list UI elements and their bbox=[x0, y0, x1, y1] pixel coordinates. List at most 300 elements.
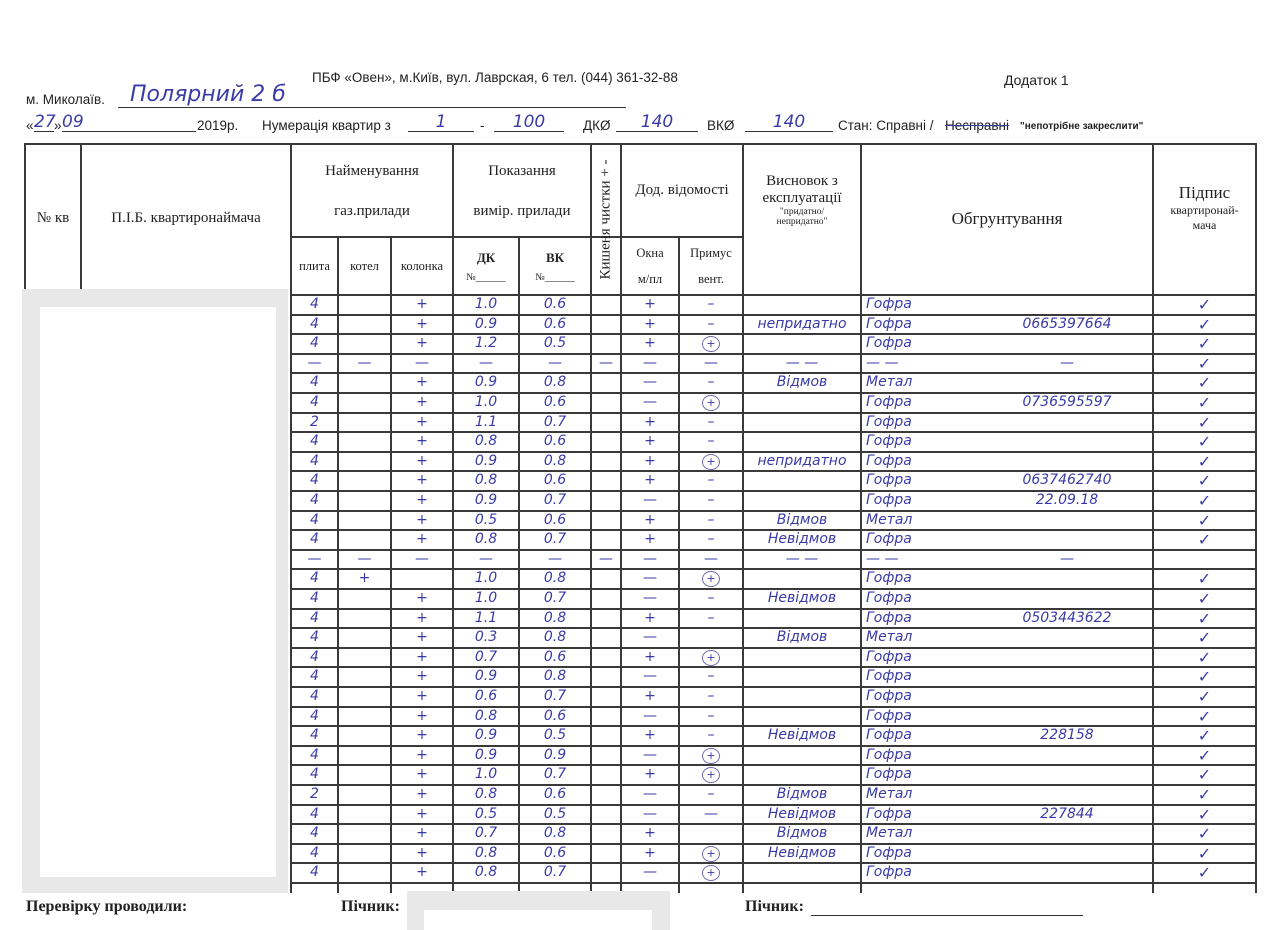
cell-boiler[interactable] bbox=[339, 667, 390, 686]
cell-justification[interactable]: Гофра bbox=[866, 727, 912, 743]
cell-heater[interactable]: + bbox=[416, 296, 428, 312]
cell-pocket[interactable] bbox=[592, 805, 620, 824]
cell-stove[interactable]: 4 bbox=[310, 394, 319, 410]
cell-vk[interactable]: 0.6 bbox=[543, 394, 567, 410]
cell-boiler[interactable] bbox=[339, 726, 390, 745]
cell-pocket[interactable] bbox=[592, 471, 620, 490]
cell-note[interactable]: 0665397664 bbox=[1022, 316, 1112, 332]
cell-vent[interactable]: – bbox=[707, 433, 715, 449]
cell-vent[interactable] bbox=[680, 452, 742, 471]
cell-windows[interactable]: — bbox=[643, 394, 657, 410]
cell-dk[interactable]: 0.3 bbox=[474, 629, 498, 645]
cell-dk[interactable]: 0.7 bbox=[474, 649, 498, 665]
stove-maker-signature-line[interactable] bbox=[811, 915, 1083, 916]
cell-justification[interactable]: Гофра bbox=[866, 668, 912, 684]
cell-heater[interactable]: + bbox=[416, 864, 428, 880]
cell-justification[interactable]: Гофра bbox=[866, 649, 912, 665]
cell-conclusion[interactable]: Невідмов bbox=[767, 590, 837, 606]
cell-justification[interactable]: — — bbox=[866, 355, 899, 371]
cell-note[interactable] bbox=[984, 589, 1150, 608]
cell-sig[interactable]: ✓ bbox=[1197, 413, 1212, 432]
cell-heater[interactable]: + bbox=[416, 629, 428, 645]
cell-dk[interactable]: 0.8 bbox=[474, 472, 498, 488]
cell-dk[interactable]: 1.0 bbox=[474, 766, 498, 782]
cell-conclusion[interactable]: Відмов bbox=[776, 374, 828, 390]
cell-heater[interactable]: + bbox=[416, 747, 428, 763]
cell-pocket[interactable] bbox=[592, 295, 620, 314]
cell-vent[interactable]: — bbox=[704, 806, 718, 822]
cell-sig[interactable]: ✓ bbox=[1197, 726, 1212, 745]
cell-note[interactable] bbox=[984, 511, 1150, 530]
cell-sig[interactable]: ✓ bbox=[1197, 667, 1212, 686]
cell-windows[interactable]: + bbox=[644, 825, 656, 841]
cell-stove[interactable]: 4 bbox=[310, 688, 319, 704]
cell-conclusion[interactable]: — — bbox=[785, 355, 819, 371]
cell-vk[interactable]: 0.7 bbox=[543, 688, 567, 704]
cell-boiler[interactable] bbox=[339, 393, 390, 412]
cell-vk[interactable]: — bbox=[548, 551, 562, 567]
cell-heater[interactable]: + bbox=[416, 414, 428, 430]
cell-sig[interactable]: ✓ bbox=[1197, 628, 1212, 647]
cell-windows[interactable]: + bbox=[644, 316, 656, 332]
cell-justification[interactable]: Метал bbox=[866, 825, 913, 841]
cell-conclusion[interactable]: непридатно bbox=[757, 316, 847, 332]
dko-field[interactable]: 140 bbox=[616, 113, 698, 132]
cell-stove[interactable]: 4 bbox=[310, 864, 319, 880]
cell-boiler[interactable] bbox=[339, 373, 390, 392]
cell-heater[interactable]: + bbox=[416, 433, 428, 449]
cell-sig[interactable]: ✓ bbox=[1197, 805, 1212, 824]
cell-justification[interactable]: Метал bbox=[866, 512, 913, 528]
cell-note[interactable] bbox=[984, 844, 1150, 863]
cell-boiler[interactable] bbox=[339, 315, 390, 334]
cell-vent[interactable] bbox=[680, 393, 742, 412]
cell-stove[interactable]: 4 bbox=[310, 708, 319, 724]
cell-note[interactable] bbox=[984, 707, 1150, 726]
cell-justification[interactable]: Гофра bbox=[866, 570, 912, 586]
cell-heater[interactable]: — bbox=[415, 551, 429, 567]
cell-vent[interactable]: – bbox=[707, 688, 715, 704]
cell-vk[interactable]: 0.5 bbox=[543, 335, 567, 351]
cell-dk[interactable]: 0.9 bbox=[474, 668, 498, 684]
cell-vk[interactable]: 0.9 bbox=[543, 747, 567, 763]
cell-heater[interactable]: + bbox=[416, 649, 428, 665]
cell-stove[interactable]: 2 bbox=[310, 786, 319, 802]
cell-stove[interactable]: 4 bbox=[310, 727, 319, 743]
cell-vent[interactable]: – bbox=[707, 374, 715, 390]
cell-vent[interactable]: — bbox=[704, 551, 718, 567]
cell-vent[interactable]: — bbox=[704, 355, 718, 371]
cell-vent[interactable]: – bbox=[707, 610, 715, 626]
cell-vk[interactable]: 0.7 bbox=[543, 414, 567, 430]
cell-stove[interactable]: 4 bbox=[310, 649, 319, 665]
cell-sig[interactable]: ✓ bbox=[1197, 393, 1212, 412]
cell-sig[interactable]: ✓ bbox=[1197, 569, 1212, 588]
cell-sig[interactable]: ✓ bbox=[1197, 530, 1212, 549]
cell-vk[interactable]: 0.8 bbox=[543, 668, 567, 684]
cell-vk[interactable]: 0.8 bbox=[543, 453, 567, 469]
cell-heater[interactable]: + bbox=[416, 766, 428, 782]
cell-dk[interactable]: 1.1 bbox=[474, 414, 498, 430]
cell-conclusion[interactable]: Відмов bbox=[776, 512, 828, 528]
cell-boiler[interactable] bbox=[339, 413, 390, 432]
cell-justification[interactable]: Гофра bbox=[866, 864, 912, 880]
cell-vent[interactable] bbox=[680, 648, 742, 667]
cell-conclusion[interactable] bbox=[744, 746, 860, 765]
cell-boiler[interactable] bbox=[339, 707, 390, 726]
cell-boiler[interactable]: — bbox=[357, 355, 372, 371]
cell-vent[interactable]: – bbox=[707, 512, 715, 528]
cell-heater[interactable]: — bbox=[415, 355, 429, 371]
cell-pocket[interactable] bbox=[592, 707, 620, 726]
cell-heater[interactable]: + bbox=[416, 825, 428, 841]
cell-heater[interactable]: + bbox=[416, 688, 428, 704]
cell-pocket[interactable] bbox=[592, 844, 620, 863]
cell-heater[interactable]: + bbox=[416, 453, 428, 469]
cell-note[interactable] bbox=[984, 765, 1150, 784]
cell-boiler[interactable]: + bbox=[358, 570, 371, 586]
cell-windows[interactable]: + bbox=[644, 610, 656, 626]
cell-conclusion[interactable]: Невідмов bbox=[767, 727, 837, 743]
cell-boiler[interactable] bbox=[339, 452, 390, 471]
cell-pocket[interactable] bbox=[592, 491, 620, 510]
cell-dk[interactable]: 1.0 bbox=[474, 296, 498, 312]
cell-justification[interactable]: Гофра bbox=[866, 296, 912, 312]
cell-vent[interactable]: – bbox=[707, 668, 715, 684]
cell-dk[interactable]: 1.0 bbox=[474, 394, 498, 410]
cell-vk[interactable]: 0.7 bbox=[543, 531, 567, 547]
cell-heater[interactable]: + bbox=[416, 472, 428, 488]
cell-boiler[interactable] bbox=[339, 785, 390, 804]
cell-note[interactable] bbox=[984, 432, 1150, 451]
cell-conclusion[interactable]: Відмов bbox=[776, 825, 828, 841]
cell-boiler[interactable] bbox=[339, 491, 390, 510]
cell-windows[interactable]: + bbox=[644, 649, 656, 665]
cell-stove[interactable]: — bbox=[307, 355, 322, 371]
cell-justification[interactable]: Гофра bbox=[866, 688, 912, 704]
cell-pocket[interactable] bbox=[592, 432, 620, 451]
cell-pocket[interactable] bbox=[592, 373, 620, 392]
cell-note[interactable] bbox=[984, 530, 1150, 549]
cell-pocket[interactable] bbox=[592, 393, 620, 412]
cell-dk[interactable]: 0.8 bbox=[474, 786, 498, 802]
cell-heater[interactable]: + bbox=[416, 531, 428, 547]
cell-conclusion[interactable] bbox=[744, 667, 860, 686]
cell-stove[interactable]: 4 bbox=[310, 512, 319, 528]
cell-heater[interactable]: + bbox=[416, 786, 428, 802]
cell-windows[interactable]: + bbox=[644, 766, 656, 782]
cell-stove[interactable]: 4 bbox=[310, 806, 319, 822]
cell-dk[interactable]: 1.1 bbox=[474, 610, 498, 626]
cell-pocket[interactable] bbox=[592, 687, 620, 706]
cell-pocket[interactable] bbox=[592, 628, 620, 647]
cell-dk[interactable]: 0.5 bbox=[474, 806, 498, 822]
cell-note[interactable]: 227844 bbox=[1040, 806, 1094, 822]
cell-dk[interactable]: 0.8 bbox=[474, 864, 498, 880]
cell-vent[interactable]: – bbox=[707, 296, 715, 312]
cell-vk[interactable]: 0.6 bbox=[543, 512, 567, 528]
cell-vk[interactable]: — bbox=[548, 355, 562, 371]
cell-note[interactable]: 0637462740 bbox=[1022, 472, 1112, 488]
cell-conclusion[interactable] bbox=[744, 432, 860, 451]
cell-heater[interactable]: + bbox=[416, 590, 428, 606]
cell-stove[interactable]: 4 bbox=[310, 374, 319, 390]
cell-note[interactable] bbox=[984, 824, 1150, 843]
cell-justification[interactable]: Гофра bbox=[866, 472, 912, 488]
cell-dk[interactable]: 1.2 bbox=[474, 335, 498, 351]
apartments-from-field[interactable]: 1 bbox=[408, 113, 474, 132]
cell-conclusion[interactable]: Невідмов bbox=[767, 806, 837, 822]
address-field[interactable]: Полярний 2 б bbox=[130, 82, 286, 107]
cell-dk[interactable]: 0.8 bbox=[474, 845, 498, 861]
cell-sig[interactable]: ✓ bbox=[1197, 589, 1212, 608]
cell-justification[interactable]: Гофра bbox=[866, 492, 912, 508]
cell-dk[interactable]: 0.9 bbox=[474, 727, 498, 743]
cell-note[interactable] bbox=[984, 334, 1150, 353]
cell-sig[interactable]: ✓ bbox=[1197, 491, 1212, 510]
cell-sig[interactable]: ✓ bbox=[1197, 471, 1212, 490]
cell-dk[interactable]: 0.6 bbox=[474, 688, 498, 704]
cell-note[interactable]: — bbox=[1060, 551, 1074, 567]
cell-sig[interactable]: ✓ bbox=[1197, 609, 1212, 628]
cell-justification[interactable]: Гофра bbox=[866, 845, 912, 861]
cell-justification[interactable]: Гофра bbox=[866, 747, 912, 763]
cell-dk[interactable]: — bbox=[479, 355, 493, 371]
cell-boiler[interactable] bbox=[339, 765, 390, 784]
cell-pocket[interactable] bbox=[592, 609, 620, 628]
cell-boiler[interactable] bbox=[339, 334, 390, 353]
apartments-to-field[interactable]: 100 bbox=[494, 113, 564, 132]
cell-stove[interactable]: 4 bbox=[310, 492, 319, 508]
cell-note[interactable] bbox=[984, 628, 1150, 647]
cell-heater[interactable]: + bbox=[416, 316, 428, 332]
cell-windows[interactable]: — bbox=[643, 786, 657, 802]
cell-sig[interactable]: ✓ bbox=[1197, 295, 1212, 314]
cell-heater[interactable]: + bbox=[416, 492, 428, 508]
cell-stove[interactable]: 4 bbox=[310, 570, 319, 586]
cell-conclusion[interactable]: Відмов bbox=[776, 786, 828, 802]
cell-justification[interactable]: Гофра bbox=[866, 590, 912, 606]
cell-dk[interactable]: 0.5 bbox=[474, 512, 498, 528]
cell-windows[interactable]: + bbox=[644, 335, 656, 351]
cell-justification[interactable]: Гофра bbox=[866, 433, 912, 449]
cell-justification[interactable]: Гофра bbox=[866, 414, 912, 430]
cell-pocket[interactable]: — bbox=[599, 355, 613, 371]
cell-vk[interactable]: 0.8 bbox=[543, 570, 567, 586]
cell-justification[interactable]: — — bbox=[866, 551, 899, 567]
cell-vk[interactable]: 0.7 bbox=[543, 766, 567, 782]
cell-dk[interactable]: 0.9 bbox=[474, 453, 498, 469]
cell-windows[interactable]: + bbox=[644, 512, 656, 528]
cell-sig[interactable]: ✓ bbox=[1197, 354, 1212, 373]
cell-conclusion[interactable] bbox=[744, 334, 860, 353]
cell-windows[interactable]: — bbox=[643, 551, 657, 567]
cell-pocket[interactable] bbox=[592, 452, 620, 471]
cell-dk[interactable]: 0.9 bbox=[474, 747, 498, 763]
cell-stove[interactable]: 4 bbox=[310, 472, 319, 488]
cell-vk[interactable]: 0.8 bbox=[543, 610, 567, 626]
cell-note[interactable] bbox=[984, 569, 1150, 588]
cell-windows[interactable]: + bbox=[644, 472, 656, 488]
cell-justification[interactable]: Метал bbox=[866, 374, 913, 390]
cell-vk[interactable]: 0.8 bbox=[543, 825, 567, 841]
cell-sig[interactable]: ✓ bbox=[1197, 687, 1212, 706]
cell-sig[interactable]: ✓ bbox=[1197, 765, 1212, 784]
cell-vent[interactable]: – bbox=[707, 590, 715, 606]
cell-dk[interactable]: 0.9 bbox=[474, 316, 498, 332]
cell-boiler[interactable] bbox=[339, 295, 390, 314]
cell-note[interactable] bbox=[984, 295, 1150, 314]
cell-stove[interactable]: 4 bbox=[310, 335, 319, 351]
cell-stove[interactable]: 2 bbox=[310, 414, 319, 430]
cell-justification[interactable]: Метал bbox=[866, 629, 913, 645]
cell-vent[interactable]: – bbox=[707, 414, 715, 430]
cell-conclusion[interactable] bbox=[744, 863, 860, 882]
cell-conclusion[interactable] bbox=[744, 765, 860, 784]
cell-vent[interactable] bbox=[680, 569, 742, 588]
cell-heater[interactable]: + bbox=[416, 394, 428, 410]
cell-boiler[interactable] bbox=[339, 628, 390, 647]
cell-conclusion[interactable] bbox=[744, 393, 860, 412]
cell-vent[interactable]: – bbox=[707, 472, 715, 488]
cell-dk[interactable]: 0.7 bbox=[474, 825, 498, 841]
cell-justification[interactable]: Гофра bbox=[866, 394, 912, 410]
cell-note[interactable] bbox=[984, 687, 1150, 706]
cell-windows[interactable]: + bbox=[644, 688, 656, 704]
cell-boiler[interactable] bbox=[339, 471, 390, 490]
cell-sig[interactable]: ✓ bbox=[1197, 707, 1212, 726]
cell-conclusion[interactable] bbox=[744, 569, 860, 588]
cell-boiler[interactable] bbox=[339, 511, 390, 530]
cell-boiler[interactable] bbox=[339, 687, 390, 706]
cell-conclusion[interactable] bbox=[744, 687, 860, 706]
cell-vent[interactable] bbox=[680, 863, 742, 882]
cell-windows[interactable]: — bbox=[643, 355, 657, 371]
cell-vk[interactable]: 0.7 bbox=[543, 590, 567, 606]
cell-dk[interactable]: 1.0 bbox=[474, 570, 498, 586]
cell-conclusion[interactable]: Відмов bbox=[776, 629, 828, 645]
cell-sig[interactable]: ✓ bbox=[1197, 315, 1212, 334]
cell-windows[interactable]: — bbox=[643, 806, 657, 822]
cell-boiler[interactable] bbox=[339, 648, 390, 667]
cell-stove[interactable]: 4 bbox=[310, 766, 319, 782]
cell-dk[interactable]: — bbox=[479, 551, 493, 567]
cell-stove[interactable]: 4 bbox=[310, 531, 319, 547]
cell-conclusion[interactable] bbox=[744, 491, 860, 510]
cell-boiler[interactable] bbox=[339, 805, 390, 824]
cell-windows[interactable]: + bbox=[644, 414, 656, 430]
cell-note[interactable]: — bbox=[1060, 355, 1074, 371]
cell-stove[interactable]: 4 bbox=[310, 453, 319, 469]
cell-sig[interactable]: ✓ bbox=[1197, 452, 1212, 471]
cell-sig[interactable]: ✓ bbox=[1197, 373, 1212, 392]
cell-pocket[interactable] bbox=[592, 726, 620, 745]
cell-windows[interactable]: + bbox=[644, 531, 656, 547]
cell-conclusion[interactable] bbox=[744, 707, 860, 726]
cell-windows[interactable]: — bbox=[643, 668, 657, 684]
cell-note[interactable] bbox=[984, 452, 1150, 471]
cell-vent[interactable] bbox=[680, 628, 742, 647]
cell-justification[interactable]: Гофра bbox=[866, 806, 912, 822]
cell-stove[interactable]: 4 bbox=[310, 629, 319, 645]
cell-note[interactable] bbox=[984, 648, 1150, 667]
cell-vk[interactable]: 0.7 bbox=[543, 864, 567, 880]
cell-vk[interactable]: 0.6 bbox=[543, 845, 567, 861]
cell-stove[interactable]: 4 bbox=[310, 296, 319, 312]
cell-conclusion[interactable]: — — bbox=[785, 551, 819, 567]
cell-sig[interactable]: ✓ bbox=[1197, 785, 1212, 804]
cell-vent[interactable] bbox=[680, 334, 742, 353]
cell-windows[interactable]: — bbox=[643, 864, 657, 880]
cell-conclusion[interactable] bbox=[744, 648, 860, 667]
cell-stove[interactable]: — bbox=[307, 551, 322, 567]
cell-pocket[interactable]: — bbox=[599, 551, 613, 567]
cell-stove[interactable]: 4 bbox=[310, 668, 319, 684]
cell-note[interactable] bbox=[984, 413, 1150, 432]
cell-vk[interactable]: 0.6 bbox=[543, 316, 567, 332]
cell-justification[interactable]: Гофра bbox=[866, 708, 912, 724]
cell-stove[interactable]: 4 bbox=[310, 433, 319, 449]
cell-justification[interactable]: Гофра bbox=[866, 766, 912, 782]
cell-dk[interactable]: 0.8 bbox=[474, 433, 498, 449]
cell-justification[interactable]: Гофра bbox=[866, 453, 912, 469]
cell-conclusion[interactable] bbox=[744, 609, 860, 628]
cell-note[interactable]: 228158 bbox=[1040, 727, 1094, 743]
cell-pocket[interactable] bbox=[592, 824, 620, 843]
cell-boiler[interactable] bbox=[339, 863, 390, 882]
cell-pocket[interactable] bbox=[592, 413, 620, 432]
cell-windows[interactable]: + bbox=[644, 453, 656, 469]
cell-note[interactable] bbox=[984, 746, 1150, 765]
cell-conclusion[interactable] bbox=[744, 413, 860, 432]
cell-dk[interactable]: 0.9 bbox=[474, 492, 498, 508]
cell-vent[interactable] bbox=[680, 824, 742, 843]
cell-vent[interactable] bbox=[680, 844, 742, 863]
cell-windows[interactable]: + bbox=[644, 296, 656, 312]
cell-pocket[interactable] bbox=[592, 589, 620, 608]
cell-windows[interactable]: + bbox=[644, 845, 656, 861]
cell-boiler[interactable] bbox=[339, 746, 390, 765]
cell-conclusion[interactable]: Невідмов bbox=[767, 845, 837, 861]
cell-heater[interactable] bbox=[392, 569, 452, 588]
cell-windows[interactable]: — bbox=[643, 590, 657, 606]
cell-vk[interactable]: 0.6 bbox=[543, 296, 567, 312]
cell-heater[interactable]: + bbox=[416, 668, 428, 684]
cell-heater[interactable]: + bbox=[416, 374, 428, 390]
cell-vent[interactable]: – bbox=[707, 492, 715, 508]
cell-dk[interactable]: 0.8 bbox=[474, 708, 498, 724]
cell-sig[interactable]: ✓ bbox=[1197, 844, 1212, 863]
cell-dk[interactable]: 0.8 bbox=[474, 531, 498, 547]
cell-stove[interactable]: 4 bbox=[310, 845, 319, 861]
cell-vk[interactable]: 0.5 bbox=[543, 727, 567, 743]
cell-boiler[interactable] bbox=[339, 432, 390, 451]
cell-conclusion[interactable]: Невідмов bbox=[767, 531, 837, 547]
cell-stove[interactable]: 4 bbox=[310, 590, 319, 606]
cell-sig[interactable]: ✓ bbox=[1197, 863, 1212, 882]
cell-heater[interactable]: + bbox=[416, 708, 428, 724]
cell-vk[interactable]: 0.6 bbox=[543, 786, 567, 802]
cell-windows[interactable]: — bbox=[643, 708, 657, 724]
cell-vk[interactable]: 0.5 bbox=[543, 806, 567, 822]
cell-boiler[interactable] bbox=[339, 824, 390, 843]
cell-vent[interactable]: – bbox=[707, 531, 715, 547]
cell-note[interactable] bbox=[984, 373, 1150, 392]
cell-vent[interactable] bbox=[680, 765, 742, 784]
cell-heater[interactable]: + bbox=[416, 512, 428, 528]
cell-vk[interactable]: 0.6 bbox=[543, 708, 567, 724]
cell-vent[interactable]: – bbox=[707, 727, 715, 743]
